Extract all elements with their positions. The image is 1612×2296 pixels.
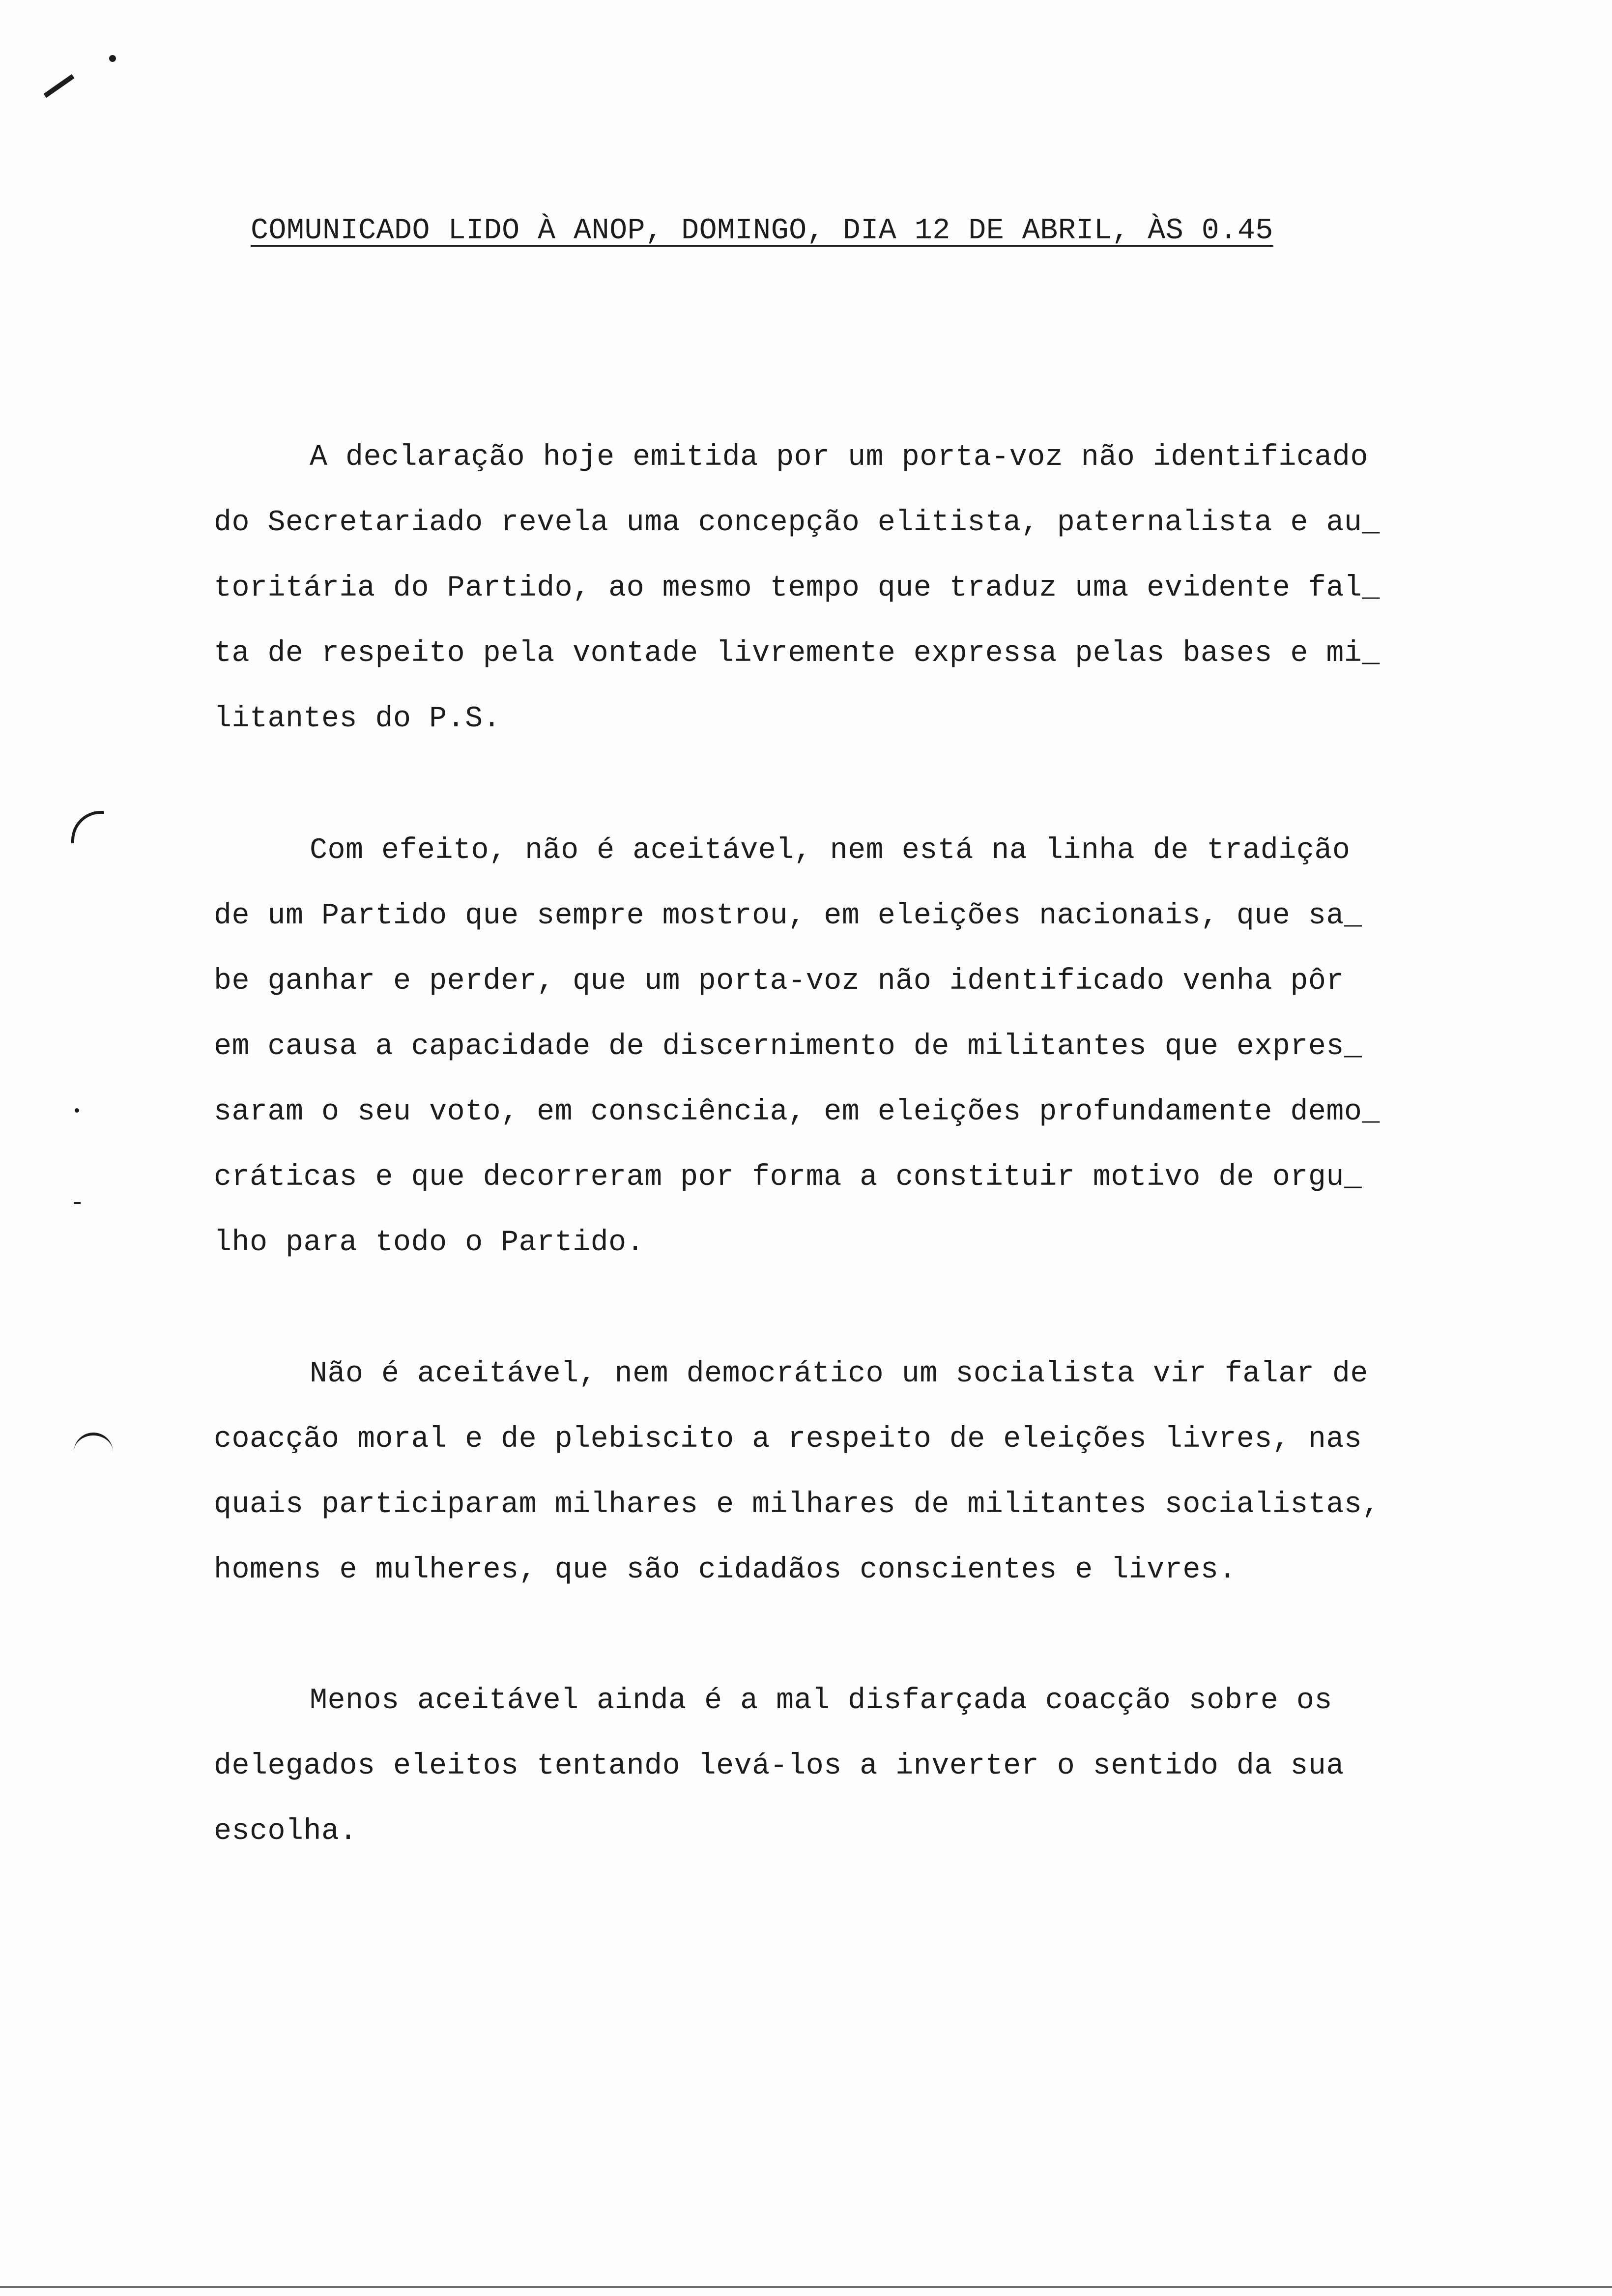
paragraph-line: coacção moral e de plebiscito a respeito de eleições livres, nas: [214, 1423, 1362, 1456]
paragraph-line: ta de respeito pela vontade livremente expressa pelas bases e mi_: [214, 637, 1380, 670]
paragraph-line: be ganhar e perder, que um porta-voz não identificado venha pôr: [214, 965, 1344, 998]
paragraph-line: lho para todo o Partido.: [214, 1226, 645, 1260]
ink-dot-margin: [75, 1108, 79, 1113]
paragraph-line: em causa a capacidade de discernimento de militantes que expres_: [214, 1030, 1362, 1063]
document-title: COMUNICADO LIDO À ANOP, DOMINGO, DIA 12 DE ABRIL, ÀS 0.45: [251, 214, 1273, 248]
paragraph-line: de um Partido que sempre mostrou, em eleições nacionais, que sa_: [214, 899, 1362, 933]
paragraph-1: [214, 425, 1501, 752]
paragraph-line: litantes do P.S.: [214, 702, 501, 736]
punch-hole-mark-upper: [71, 811, 104, 843]
paragraph-line: A declaração hoje emitida por um porta-voz não identificado: [310, 441, 1368, 474]
ink-mark-top-left: [43, 74, 74, 98]
paragraph-line: delegados eleitos tentando levá-los a inverter o sentido da sua: [214, 1750, 1344, 1783]
page-bottom-edge: [0, 2286, 1612, 2288]
ink-dash-margin: [74, 1202, 81, 1204]
paragraph-line: escolha.: [214, 1815, 358, 1848]
paragraph-line: quais participaram milhares e milhares de militantes socialistas,: [214, 1488, 1380, 1521]
paragraph-line: cráticas e que decorreram por forma a constituir motivo de orgu_: [214, 1161, 1362, 1194]
paragraph-line: Menos aceitável ainda é a mal disfarçada coacção sobre os: [310, 1684, 1332, 1718]
punch-hole-mark-lower: [74, 1433, 113, 1455]
paragraph-3: [214, 1342, 1501, 1603]
ink-dot-top: [109, 55, 116, 62]
paragraph-line: toritária do Partido, ao mesmo tempo que traduz uma evidente fal_: [214, 572, 1380, 605]
paragraph-line: Não é aceitável, nem democrático um socialista vir falar de: [310, 1357, 1368, 1391]
paragraph-2: [214, 818, 1501, 1276]
paragraph-line: homens e mulheres, que são cidadãos conscientes e livres.: [214, 1553, 1237, 1587]
paragraph-line: saram o seu voto, em consciência, em eleições profundamente demo_: [214, 1095, 1380, 1129]
paragraph-line: Com efeito, não é aceitável, nem está na linha de tradição: [310, 834, 1351, 867]
paragraph-line: do Secretariado revela uma concepção elitista, paternalista e au_: [214, 506, 1380, 540]
paragraph-4: [214, 1668, 1501, 1865]
